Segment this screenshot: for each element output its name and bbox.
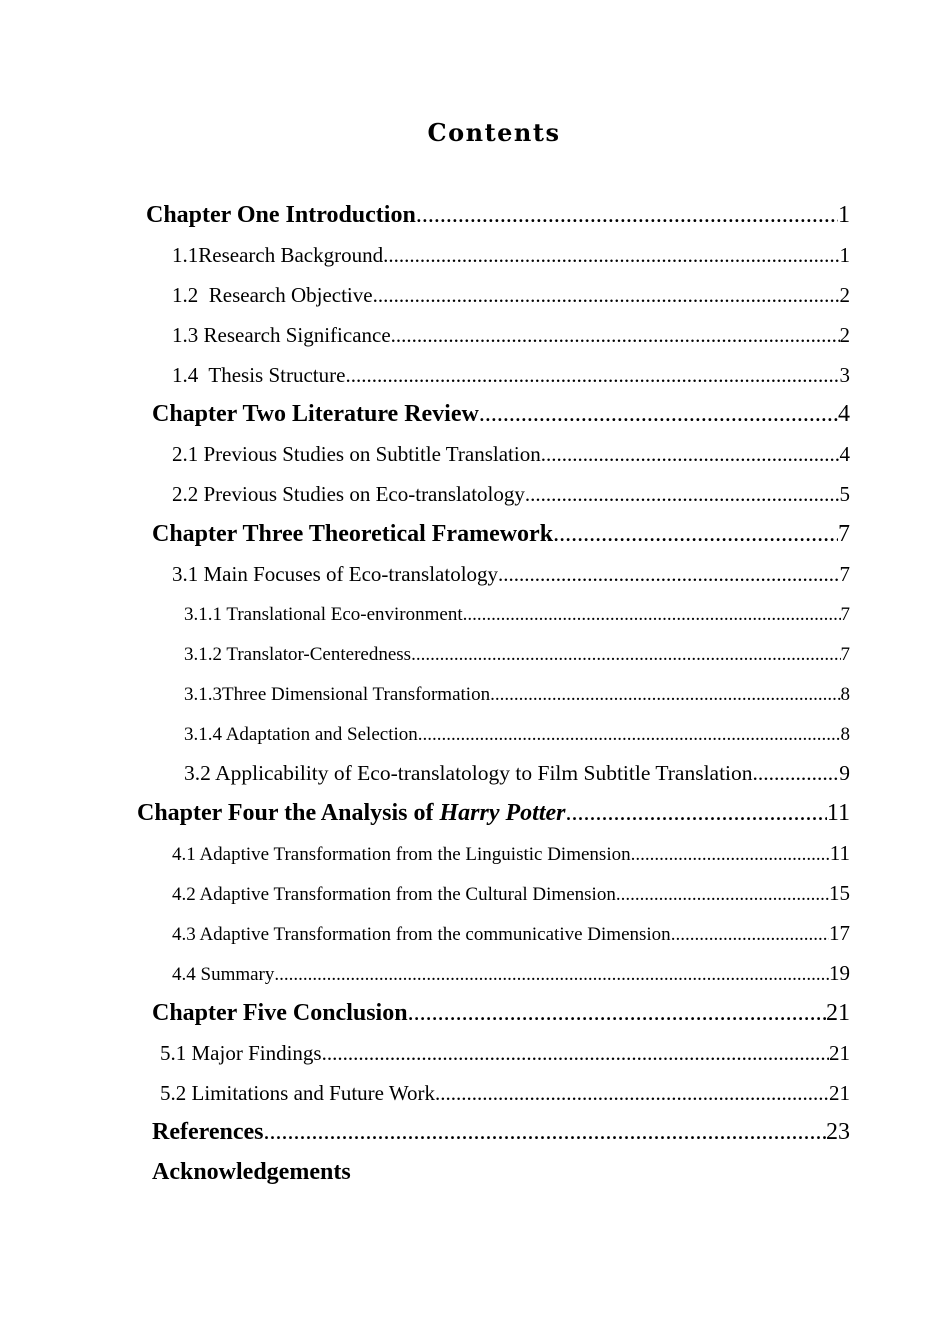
toc-entry-5-1[interactable]: [0, 1034, 950, 1074]
toc-entry-4-4[interactable]: [0, 954, 950, 994]
dot-leader: [753, 754, 840, 794]
toc-entry-chapter-three[interactable]: [0, 515, 950, 555]
toc-entry-references[interactable]: [0, 1113, 950, 1153]
toc-entry-label: 3.1.3Three Dimensional Transformation: [184, 683, 491, 705]
toc-entry-label: 4.3 Adaptive Transformation from the communicative Dimension: [172, 924, 671, 946]
toc-page-number: 21: [826, 999, 850, 1026]
toc-entry-label: 2.2 Previous Studies on Eco-translatology: [172, 482, 525, 507]
table-of-contents: [0, 196, 950, 1193]
toc-entry-label: 3.1.2 Translator-Centeredness: [184, 643, 412, 665]
toc-entry-4-3[interactable]: [0, 914, 950, 954]
toc-page-number: 19: [829, 960, 850, 985]
dot-leader: [274, 955, 829, 994]
toc-entry-label: 1.1Research Background: [172, 242, 384, 267]
toc-entry-label-italic: Harry Potter: [439, 800, 566, 827]
toc-entry-label: Chapter Two Literature Review: [152, 401, 479, 428]
toc-page-number: 7: [840, 643, 850, 665]
toc-page-number: 5: [839, 482, 850, 507]
toc-entry-label: Chapter One Introduction: [146, 202, 416, 228]
toc-entry-acknowledgements[interactable]: [0, 1153, 950, 1193]
dot-leader: [463, 595, 841, 635]
toc-entry-label: 1.2 Research Objective: [172, 282, 373, 307]
toc-entry-label: Acknowledgements: [152, 1159, 351, 1186]
dot-leader: [490, 675, 840, 715]
toc-page-number: 9: [839, 761, 850, 786]
toc-entry-chapter-two[interactable]: [0, 395, 950, 435]
dot-leader: [565, 794, 826, 834]
toc-entry-chapter-one[interactable]: [0, 196, 950, 236]
toc-page-number: 11: [826, 800, 850, 827]
dot-leader: [264, 1113, 827, 1153]
toc-page-number: 4: [839, 442, 850, 467]
page-title: Contents: [427, 118, 561, 147]
toc-page-number: 8: [840, 723, 850, 745]
dot-leader: [411, 635, 840, 675]
toc-page-number: 2: [839, 322, 850, 347]
toc-entry-2-2[interactable]: [0, 475, 950, 515]
toc-entry-4-2[interactable]: [0, 874, 950, 914]
toc-entry-5-2[interactable]: [0, 1074, 950, 1114]
toc-page-number: 4: [838, 401, 850, 428]
toc-entry-3-2[interactable]: [0, 754, 950, 794]
dot-leader: [391, 316, 840, 356]
dot-leader: [408, 994, 826, 1034]
dot-leader: [631, 835, 830, 874]
toc-page-number: 1: [839, 242, 850, 267]
toc-page-number: 11: [829, 841, 850, 866]
dot-leader: [383, 236, 839, 276]
toc-page-number: 7: [838, 521, 850, 548]
dot-leader: [671, 915, 829, 954]
toc-entry-label: 3.1.1 Translational Eco-environment: [184, 603, 463, 625]
toc-entry-label: 1.4 Thesis Structure: [172, 362, 346, 387]
toc-entry-label: 2.1 Previous Studies on Subtitle Translation: [172, 442, 541, 467]
toc-page-number: 17: [829, 921, 850, 946]
toc-page-number: 2: [839, 282, 850, 307]
dot-leader: [541, 435, 840, 475]
dot-leader: [498, 555, 839, 595]
toc-entry-label: 3.1 Main Focuses of Eco-translatology: [172, 562, 499, 587]
toc-entry-label-text: Chapter Four the Analysis of: [137, 800, 440, 827]
toc-entry-1-2[interactable]: [0, 276, 950, 316]
toc-entry-label: 5.1 Major Findings: [160, 1040, 322, 1065]
toc-entry-chapter-five[interactable]: [0, 994, 950, 1034]
toc-entry-label: [137, 794, 565, 834]
toc-page-number: 23: [826, 1119, 850, 1146]
dot-leader: [373, 276, 840, 316]
toc-page-number: 1: [838, 202, 850, 228]
toc-page-number: 21: [829, 1080, 850, 1105]
toc-entry-label: 3.2 Applicability of Eco-translatology to Film Subtitle Translation: [184, 761, 753, 786]
toc-entry-label: Chapter Three Theoretical Framework: [152, 521, 554, 548]
toc-entry-3-1-3[interactable]: [0, 675, 950, 715]
toc-page-number: 7: [840, 603, 850, 625]
toc-page-number: 3: [839, 362, 850, 387]
dot-leader: [345, 356, 839, 396]
toc-entry-label: 3.1.4 Adaptation and Selection: [184, 723, 418, 745]
toc-entry-4-1[interactable]: [0, 834, 950, 874]
toc-entry-2-1[interactable]: [0, 435, 950, 475]
toc-entry-3-1[interactable]: [0, 555, 950, 595]
toc-entry-1-3[interactable]: [0, 316, 950, 356]
toc-page-number: 8: [840, 683, 850, 705]
dot-leader: [553, 515, 838, 555]
toc-entry-3-1-4[interactable]: [0, 715, 950, 755]
toc-entry-label: 4.4 Summary: [172, 963, 275, 985]
dot-leader: [416, 196, 838, 236]
dot-leader: [418, 715, 841, 755]
toc-entry-label: 1.3 Research Significance: [172, 322, 391, 347]
toc-entry-1-4[interactable]: [0, 356, 950, 396]
toc-entry-3-1-2[interactable]: [0, 635, 950, 675]
toc-entry-label: References: [152, 1119, 264, 1146]
dot-leader: [322, 1034, 829, 1074]
toc-page-number: 7: [839, 562, 850, 587]
toc-entry-label: 4.2 Adaptive Transformation from the Cultural Dimension: [172, 884, 616, 906]
toc-entry-3-1-1[interactable]: [0, 595, 950, 635]
dot-leader: [616, 875, 829, 914]
toc-entry-chapter-four[interactable]: [0, 794, 950, 834]
dot-leader: [435, 1074, 829, 1114]
toc-entry-1-1[interactable]: [0, 236, 950, 276]
toc-entry-label: Chapter Five Conclusion: [152, 999, 408, 1026]
dot-leader: [525, 475, 840, 515]
dot-leader: [479, 395, 838, 435]
toc-page-number: 15: [829, 881, 850, 906]
toc-page-number: 21: [829, 1040, 850, 1065]
toc-entry-label: 4.1 Adaptive Transformation from the Linguistic Dimension: [172, 844, 631, 866]
toc-entry-label: 5.2 Limitations and Future Work: [160, 1080, 435, 1105]
